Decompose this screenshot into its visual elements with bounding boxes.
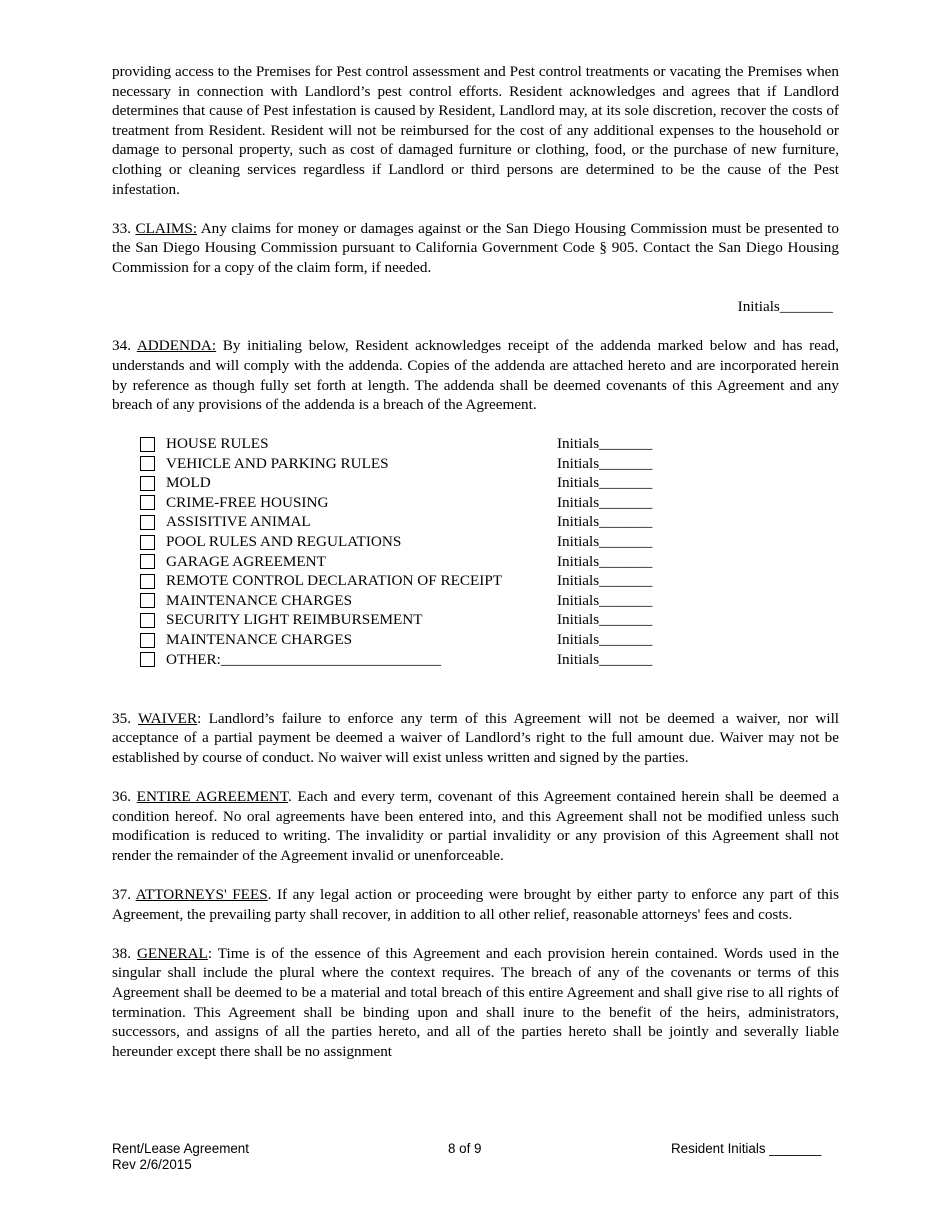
footer-page-number: 8 of 9: [448, 1141, 482, 1156]
section-heading: GENERAL: [136, 944, 208, 962]
addendum-row: [140, 650, 839, 670]
initials-field[interactable]: Initials_______: [737, 298, 833, 316]
addendum-initials[interactable]: Initials_______: [557, 572, 653, 590]
section-number: 35.: [112, 709, 131, 727]
addendum-label: REMOTE CONTROL DECLARATION OF RECEIPT: [166, 572, 503, 590]
addendum-row: [140, 493, 839, 513]
addendum-initials[interactable]: Initials_______: [557, 493, 653, 511]
section-heading: CLAIMS:: [135, 219, 198, 237]
addendum-row: [140, 611, 839, 631]
section-heading: ADDENDA:: [136, 337, 217, 355]
addendum-row: [140, 473, 839, 493]
addendum-checkbox[interactable]: [140, 515, 155, 530]
addendum-checkbox[interactable]: [140, 437, 155, 452]
paragraph-33-claims: [112, 219, 839, 278]
addendum-label: MOLD: [166, 474, 211, 492]
addendum-label: POOL RULES AND REGULATIONS: [166, 533, 402, 551]
addendum-initials[interactable]: Initials_______: [557, 454, 653, 472]
addendum-initials[interactable]: Initials_______: [557, 591, 653, 609]
section-number: 36.: [112, 787, 131, 805]
addendum-checkbox[interactable]: [140, 495, 155, 510]
section-text: Any claims for money or damages against or the San Diego Housing Commission must be presented to the San Diego Housing Commission pursuant to California Government Code § 905. Contact the San Diego Housing Commission for a copy of the claim form, if needed.: [112, 219, 839, 276]
section-number: 37.: [112, 885, 131, 903]
addendum-checkbox[interactable]: [140, 476, 155, 491]
section-text: : Time is of the essence of this Agreement and each provision herein contained. Words used in the singular shall include the plural where the context requires. The breach of any of the covenants or terms of this Agreement shall be deemed to be a material and total breach of this entire Agreement and shall give rise to all rights of termination. This Agreement shall be binding upon and shall inure to the benefit of the heirs, administrators, successors, and assigns of all the parties hereto, and all of the parties hereto shall be jointly and severally liable hereunder except there shall be no assignment: [112, 944, 839, 1060]
addendum-row: [140, 571, 839, 591]
document-body: [112, 62, 839, 1061]
addendum-checkbox[interactable]: [140, 554, 155, 569]
section-text: . If any legal action or proceeding were brought by either party to enforce any part of this Agreement, the prevailing party shall recover, in addition to all other relief, reasonable attorneys' fees and costs.: [112, 885, 839, 923]
addendum-initials[interactable]: Initials_______: [557, 650, 653, 668]
addendum-row: [140, 532, 839, 552]
paragraph-36-entire-agreement: [112, 787, 839, 865]
addendum-label: OTHER:_____________________________: [166, 650, 442, 668]
addendum-row: [140, 630, 839, 650]
section-heading: ATTORNEYS' FEES: [135, 885, 268, 903]
addendum-label: CRIME-FREE HOUSING: [166, 493, 329, 511]
addendum-label: SECURITY LIGHT REIMBURSEMENT: [166, 611, 423, 629]
paragraph-38-general: [112, 944, 839, 1062]
addendum-label: ASSISITIVE ANIMAL: [166, 513, 311, 531]
addendum-row: [140, 454, 839, 474]
addendum-label: HOUSE RULES: [166, 435, 269, 453]
section-text: By initialing below, Resident acknowledges receipt of the addenda marked below and has read, understands and will comply with the addenda. Copies of the addenda are attached hereto and are incorporated herein by reference as though fully set forth at length. The addenda shall be deemed covenants of this Agreement and any breach of any provisions of the addenda is a breach of the Agreement.: [112, 337, 839, 414]
section-number: 34.: [112, 337, 131, 355]
section-text: : Landlord’s failure to enforce any term of this Agreement will not be deemed a waiver, nor will acceptance of a partial payment be deemed a waiver of Landlord’s right to the full amount due. Waiver may not be established by course of conduct. No waiver will exist unless written and signed by the parties.: [112, 709, 840, 766]
addendum-initials[interactable]: Initials_______: [557, 631, 653, 649]
addendum-initials[interactable]: Initials_______: [557, 474, 653, 492]
section-number: 33.: [112, 219, 131, 237]
paragraph-35-waiver: [112, 709, 839, 768]
section-heading: ENTIRE AGREEMENT: [136, 787, 289, 805]
paragraph-37-attorneys-fees: [112, 885, 839, 924]
addendum-row: [140, 591, 839, 611]
addendum-row: [140, 513, 839, 533]
addendum-checkbox[interactable]: [140, 652, 155, 667]
addendum-checkbox[interactable]: [140, 633, 155, 648]
section-heading: WAIVER: [138, 709, 198, 727]
footer-left: [112, 1141, 249, 1173]
addendum-label: MAINTENANCE CHARGES: [166, 591, 353, 609]
addendum-checkbox[interactable]: [140, 456, 155, 471]
footer-revision: Rev 2/6/2015: [112, 1157, 192, 1172]
paragraph-34-addenda: [112, 336, 839, 414]
addendum-label: VEHICLE AND PARKING RULES: [166, 454, 389, 472]
addendum-initials[interactable]: Initials_______: [557, 611, 653, 629]
addenda-checklist: [140, 434, 839, 669]
section-number: 38.: [112, 944, 131, 962]
addendum-checkbox[interactable]: [140, 593, 155, 608]
addendum-label: MAINTENANCE CHARGES: [166, 631, 353, 649]
addendum-row: [140, 552, 839, 572]
footer-doc-title: Rent/Lease Agreement: [112, 1141, 249, 1156]
addendum-initials[interactable]: Initials_______: [557, 533, 653, 551]
addendum-initials[interactable]: Initials_______: [557, 435, 653, 453]
addendum-checkbox[interactable]: [140, 613, 155, 628]
section-text: . Each and every term, covenant of this Agreement contained herein shall be deemed a condition hereof. No oral agreements have been entered into, and this Agreement shall not be modified unless such modification is reduced to writing. The invalidity or partial invalidity or any provision of this Agreement shall not render the remainder of the Agreement invalid or unenforceable.: [112, 787, 840, 864]
footer-resident-initials[interactable]: Resident Initials _______: [671, 1141, 822, 1156]
addendum-checkbox[interactable]: [140, 574, 155, 589]
paragraph-32-continued: providing access to the Premises for Pest control assessment and Pest control treatments or vacating the Premises when necessary in connection with Landlord’s pest control efforts. Resident acknowledges and agrees that if Landlord determines that cause of Pest infestation is caused by Resident, Landlord may, at its sole discretion, recover the costs of treatment from Resident. Resident will not be reimbursed for the cost of any additional expenses to the household or damage to personal property, such as cost of damaged furniture or clothing, food, or the purchase of new furniture, clothing or cleaning services regardless if Landlord or third persons are determined to be the cause of the Pest infestation.: [112, 63, 839, 198]
addendum-label: GARAGE AGREEMENT: [166, 552, 326, 570]
addendum-checkbox[interactable]: [140, 535, 155, 550]
addendum-initials[interactable]: Initials_______: [557, 513, 653, 531]
addendum-initials[interactable]: Initials_______: [557, 552, 653, 570]
addendum-row: [140, 434, 839, 454]
